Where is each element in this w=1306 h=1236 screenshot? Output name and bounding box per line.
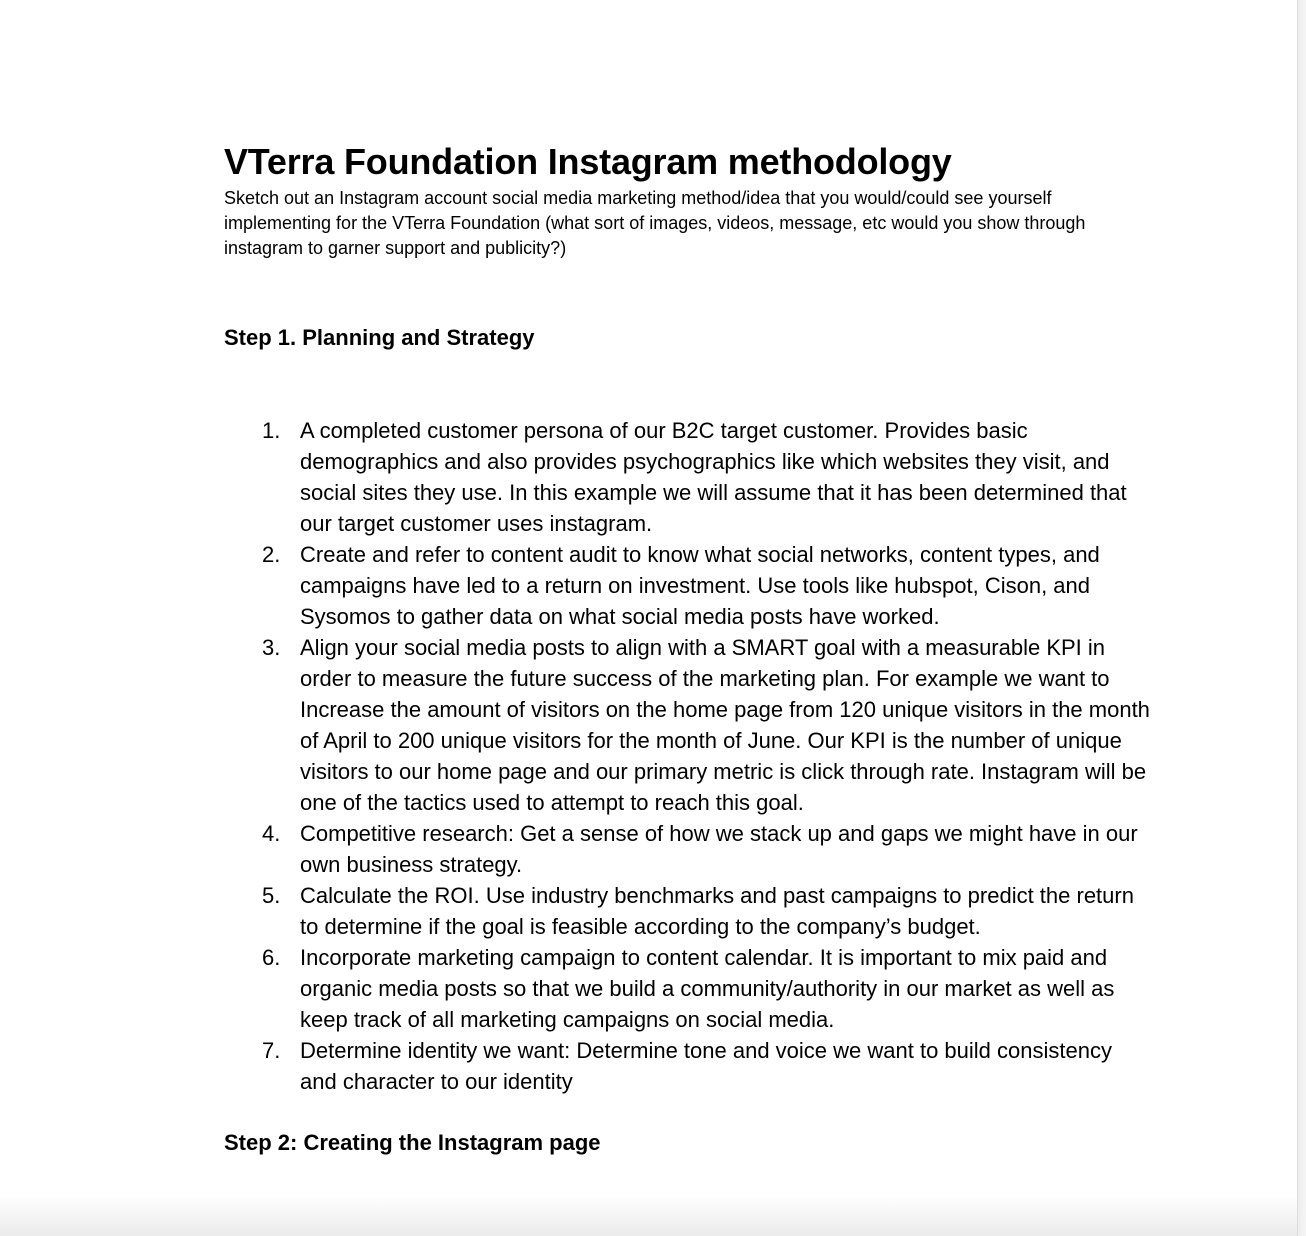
step-1-heading[interactable]: Step 1. Planning and Strategy xyxy=(224,325,535,350)
list-item-text[interactable]: Competitive research: Get a sense of how we stack up and gaps we might have in our own business strategy. xyxy=(300,821,1138,877)
list-item-text[interactable]: Create and refer to content audit to know what social networks, content types, and campaigns have led to a return on investment. Use tools like hubspot, Cison, and Sysomos to gather data on what social media posts have worked. xyxy=(300,542,1100,629)
list-item-number: 5. xyxy=(262,883,281,908)
page-bottom-shadow xyxy=(0,1196,1298,1236)
list-item-number: 1. xyxy=(262,418,281,443)
list-item[interactable] xyxy=(224,415,1154,539)
list-item[interactable] xyxy=(224,942,1154,1035)
list-item-number: 3. xyxy=(262,635,281,660)
list-item[interactable] xyxy=(224,1035,1154,1097)
list-item[interactable] xyxy=(224,880,1154,942)
list-item-number: 7. xyxy=(262,1038,281,1063)
list-item-text[interactable]: Calculate the ROI. Use industry benchmarks and past campaigns to predict the return to determine if the goal is feasible according to the company’s budget. xyxy=(300,883,1134,939)
list-item[interactable] xyxy=(224,818,1154,880)
list-item[interactable] xyxy=(224,632,1154,818)
list-item-number: 6. xyxy=(262,945,281,970)
step-2-heading[interactable]: Step 2: Creating the Instagram page xyxy=(224,1130,601,1155)
list-item-text[interactable]: Determine identity we want: Determine tone and voice we want to build consistency and character to our identity xyxy=(300,1038,1112,1094)
list-item-text[interactable]: A completed customer persona of our B2C target customer. Provides basic demographics and also provides psychographics like which websites they visit, and social sites they use. In this example we will assume that it has been determined that our target customer uses instagram. xyxy=(300,418,1127,536)
list-item-number: 4. xyxy=(262,821,281,846)
vertical-scrollbar[interactable] xyxy=(1297,0,1306,1236)
document-body[interactable] xyxy=(224,140,1154,1158)
list-item-text[interactable]: Align your social media posts to align with a SMART goal with a measurable KPI in order to measure the future success of the marketing plan. For example we want to Increase the amount of visitors on the home page from 120 unique visitors in the month of April to 200 unique visitors for the month of June. Our KPI is the number of unique visitors to our home page and our primary metric is click through rate. Instagram will be one of the tactics used to attempt to reach this goal. xyxy=(300,635,1150,815)
document-title[interactable]: VTerra Foundation Instagram methodology xyxy=(224,141,952,182)
document-subtitle[interactable]: Sketch out an Instagram account social media marketing method/idea that you would/could see yourself implementing for the VTerra Foundation (what sort of images, videos, message, etc would you show through instagram to garner support and publicity?) xyxy=(224,188,1086,258)
list-item-number: 2. xyxy=(262,542,281,567)
list-item[interactable] xyxy=(224,539,1154,632)
step-1-list xyxy=(224,415,1154,1097)
list-item-text[interactable]: Incorporate marketing campaign to content calendar. It is important to mix paid and organic media posts so that we build a community/authority in our market as well as keep track of all marketing campaigns on social media. xyxy=(300,945,1115,1032)
